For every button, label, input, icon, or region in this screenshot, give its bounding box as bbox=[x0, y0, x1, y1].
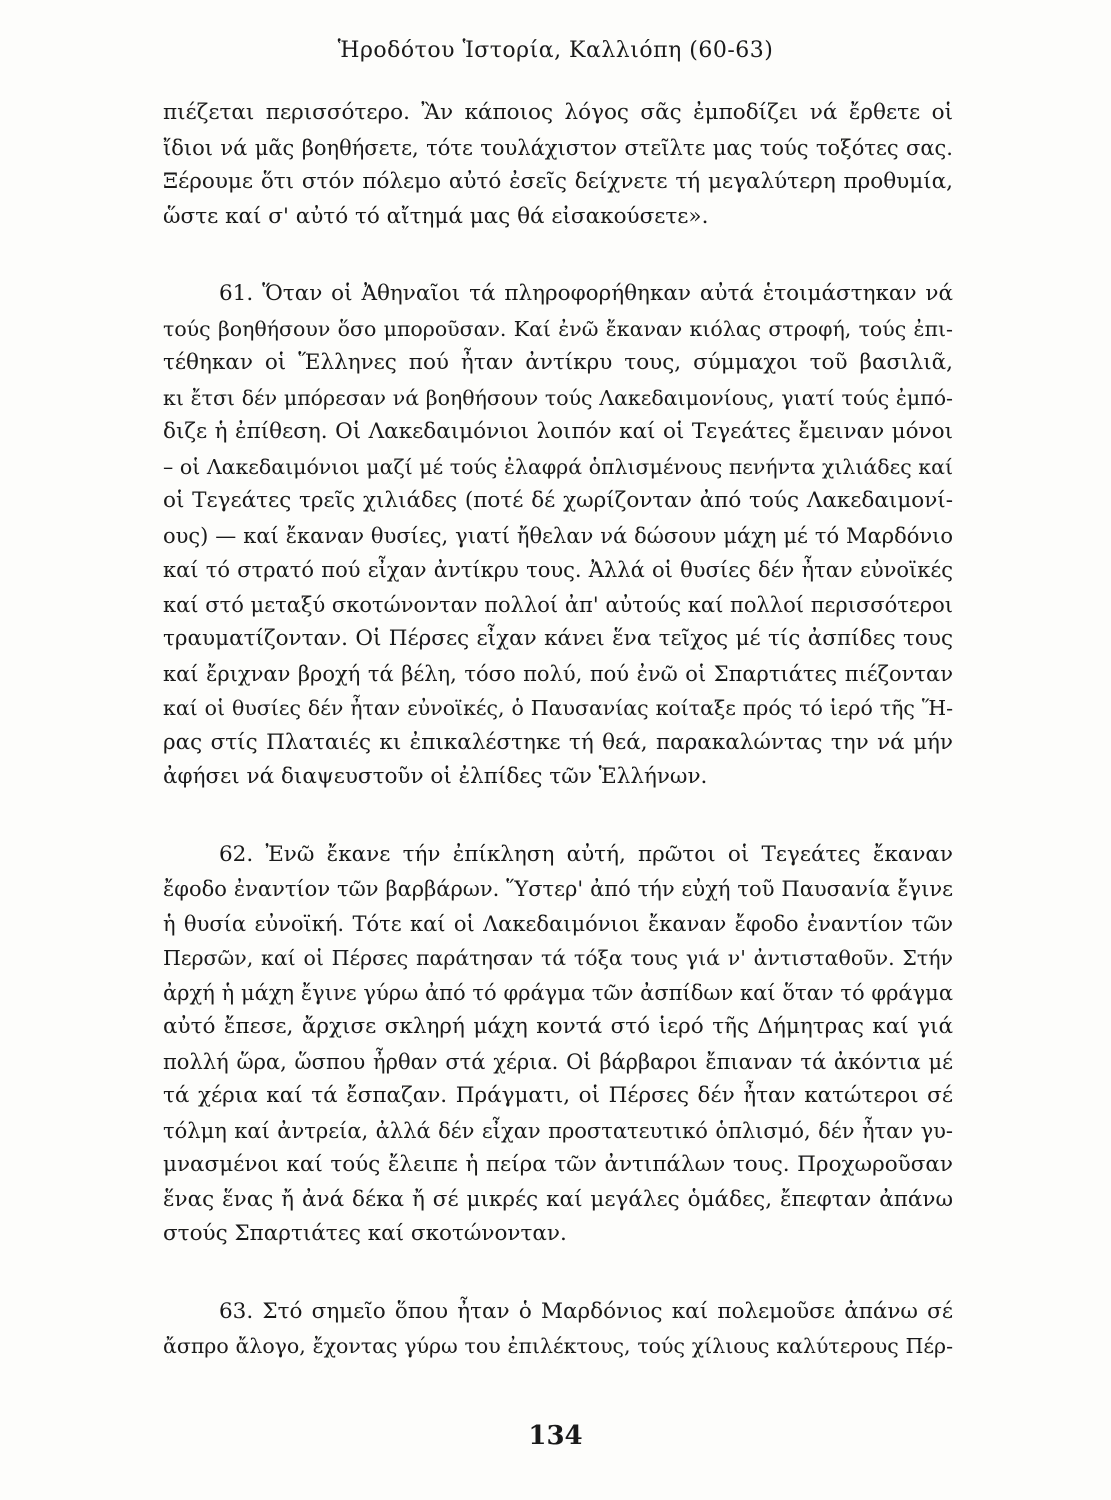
text-line: τέθηκαν οἱ Ἕλληνες πού ἦταν ἀντίκρυ τους, σύμμαχοι τοῦ βασιλιᾶ, bbox=[163, 350, 953, 375]
text-line: ἀφήσει νά διαψευστοῦν οἱ ἐλπίδες τῶν Ἑλλήνων. bbox=[163, 764, 708, 789]
page-number: 134 bbox=[528, 1421, 583, 1451]
text-line: στούς Σπαρτιάτες καί σκοτώνονταν. bbox=[163, 1221, 567, 1246]
text-line: τούς βοηθήσουν ὅσο μποροῦσαν. Καί ἐνῶ ἔκαναν κιόλας στροφή, τούς ἐπι- bbox=[163, 316, 953, 341]
text-line: ἄσπρο ἄλογο, ἔχοντας γύρω του ἐπιλέκτους, τούς χίλιους καλύτερους Πέρ- bbox=[163, 1334, 953, 1358]
text-line: οἱ Τεγεάτες τρεῖς χιλιάδες (ποτέ δέ χωρίζονταν ἀπό τούς Λακεδαιμονί- bbox=[163, 488, 953, 513]
text-line: καί τό στρατό πού εἶχαν ἀντίκρυ τους. Ἀλλά οἱ θυσίες δέν ἦταν εὐνοϊκές bbox=[163, 558, 953, 582]
text-line: 62. Ἐνῶ ἔκανε τήν ἐπίκληση αὐτή, πρῶτοι οἱ Τεγεάτες ἔκαναν bbox=[219, 841, 953, 867]
text-line: κι ἔτσι δέν μπόρεσαν νά βοηθήσουν τούς Λακεδαιμονίους, γιατί τούς ἐμπό- bbox=[163, 385, 953, 410]
text-line: – οἱ Λακεδαιμόνιοι μαζί μέ τούς ἐλαφρά ὁπλισμένους πενήντα χιλιάδες καί bbox=[163, 454, 953, 479]
text-line: ὥστε καί σ' αὐτό τό αἴτημά μας θά εἰσακούσετε». bbox=[163, 203, 709, 229]
text-line: Περσῶν, καί οἱ Πέρσες παράτησαν τά τόξα τους γιά ν' ἀντισταθοῦν. Στήν bbox=[163, 946, 953, 970]
text-line: πολλή ὥρα, ὥσπου ἦρθαν στά χέρια. Οἱ βάρβαροι ἔπιαναν τά ἀκόντια μέ bbox=[163, 1049, 953, 1074]
paragraph-gap bbox=[163, 234, 953, 277]
text-line: 63. Στό σημεῖο ὅπου ἦταν ὁ Μαρδόνιος καί πολεμοῦσε ἀπάνω σέ bbox=[219, 1298, 953, 1324]
paragraph-gap bbox=[163, 795, 953, 838]
text-line: ους) — καί ἔκαναν θυσίες, γιατί ἤθελαν νά δώσουν μάχη μέ τό Μαρδόνιο bbox=[163, 523, 953, 548]
text-line: διζε ἡ ἐπίθεση. Οἱ Λακεδαιμόνιοι λοιπόν καί οἱ Τεγεάτες ἔμειναν μόνοι bbox=[163, 419, 953, 444]
paragraph-61 bbox=[163, 277, 953, 795]
text-line: ἀρχή ἡ μάχη ἔγινε γύρω ἀπό τό φράγμα τῶν ἀσπίδων καί ὅταν τό φράγμα bbox=[163, 980, 953, 1005]
paragraph-63 bbox=[163, 1295, 953, 1364]
text-line: πιέζεται περισσότερο. Ἂν κάποιος λόγος σᾶς ἐμποδίζει νά ἔρθετε οἱ bbox=[163, 100, 953, 125]
body-text bbox=[163, 96, 953, 1364]
text-line: τά χέρια καί τά ἔσπαζαν. Πράγματι, οἱ Πέρσες δέν ἦταν κατώτεροι σέ bbox=[163, 1083, 953, 1108]
text-line: ἔφοδο ἐναντίον τῶν βαρβάρων. Ὕστερ' ἀπό τήν εὐχή τοῦ Παυσανία ἔγινε bbox=[163, 877, 953, 901]
paragraph-62 bbox=[163, 838, 953, 1252]
text-line: μνασμένοι καί τούς ἔλειπε ἡ πείρα τῶν ἀντιπάλων τους. Προχωροῦσαν bbox=[163, 1152, 953, 1177]
paragraph-continuation bbox=[163, 96, 953, 234]
paragraph-gap bbox=[163, 1252, 953, 1295]
text-line: ἡ θυσία εὐνοϊκή. Τότε καί οἱ Λακεδαιμόνιοι ἔκαναν ἔφοδο ἐναντίον τῶν bbox=[163, 911, 953, 936]
running-header: Ἡροδότου Ἱστορία, Καλλιόπη (60-63) bbox=[337, 38, 774, 63]
text-line: καί στό μεταξύ σκοτώνονταν πολλοί ἀπ' αὐτούς καί πολλοί περισσότεροι bbox=[163, 592, 953, 617]
text-line: καί οἱ θυσίες δέν ἦταν εὐνοϊκές, ὁ Παυσανίας κοίταξε πρός τό ἱερό τῆς Ἥ- bbox=[163, 696, 953, 720]
text-line: αὐτό ἔπεσε, ἄρχισε σκληρή μάχη κοντά στό ἱερό τῆς Δήμητρας καί γιά bbox=[163, 1014, 953, 1039]
text-line: τόλμη καί ἀντρεία, ἀλλά δέν εἶχαν προστατευτικό ὁπλισμό, δέν ἦταν γυ- bbox=[163, 1118, 953, 1143]
text-line: καί ἔριχναν βροχή τά βέλη, τόσο πολύ, πού ἐνῶ οἱ Σπαρτιάτες πιέζονταν bbox=[163, 661, 953, 686]
text-line: 61. Ὅταν οἱ Ἀθηναῖοι τά πληροφορήθηκαν αὐτά ἑτοιμάστηκαν νά bbox=[219, 281, 953, 306]
text-line: ἴδιοι νά μᾶς βοηθήσετε, τότε τουλάχιστον στεῖλτε μας τούς τοξότες σας. bbox=[163, 135, 953, 160]
text-line: Ξέρουμε ὅτι στόν πόλεμο αὐτό ἐσεῖς δείχνετε τή μεγαλύτερη προθυμία, bbox=[163, 169, 953, 194]
text-line: ρας στίς Πλαταιές κι ἐπικαλέστηκε τή θεά, παρακαλώντας την νά μήν bbox=[163, 729, 953, 755]
text-line: τραυματίζονταν. Οἱ Πέρσες εἶχαν κάνει ἕνα τεῖχος μέ τίς ἀσπίδες τους bbox=[163, 626, 953, 651]
text-line: ἕνας ἕνας ἤ ἀνά δέκα ἤ σέ μικρές καί μεγάλες ὁμάδες, ἔπεφταν ἀπάνω bbox=[163, 1186, 953, 1212]
